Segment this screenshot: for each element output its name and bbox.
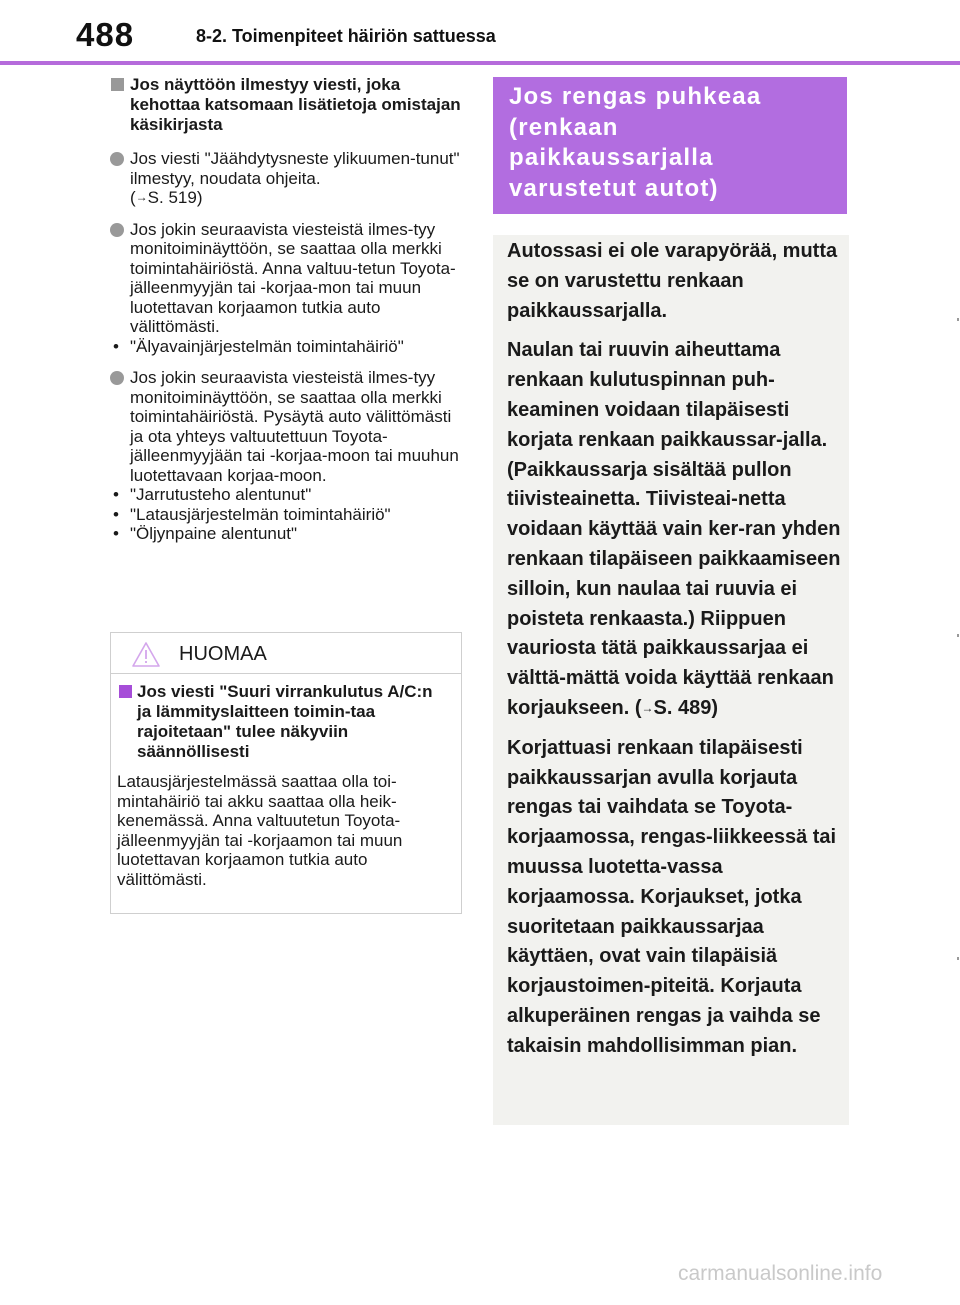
square-bullet-icon [119, 685, 132, 698]
bullet-coolant [110, 149, 466, 208]
page-number: 488 [76, 16, 135, 53]
arrow-right-icon: → [135, 190, 148, 204]
circle-bullet-icon [110, 371, 124, 385]
section-title: 8-2. Toimenpiteet häiriön sattuessa [196, 26, 496, 46]
notice-heading-text: Jos viesti "Suuri virrankulutus A/C:n ja lämmityslaitteen toimin-taa rajoitetaan" tulee näkyviin säännöllisesti [137, 682, 433, 761]
bullet-text: Jos viesti "Jäähdytysneste ylikuumen-tunut" ilmestyy, noudata ohjeita. [130, 149, 460, 188]
list-item [110, 337, 466, 357]
circle-bullet-icon [110, 223, 124, 237]
notice-header [111, 633, 461, 674]
section-title-line: paikkaussarjalla [509, 144, 714, 171]
info-paragraph: Autossasi ei ole varapyörää, mutta se on varustettu renkaan paikkaussarjalla. [507, 240, 838, 322]
list-item [110, 524, 466, 544]
circle-bullet-icon [110, 152, 124, 166]
page-reference[interactable] [642, 697, 718, 719]
dot-marker: • [113, 504, 119, 524]
bullet-inspect [110, 220, 466, 337]
warning-triangle-icon [131, 641, 161, 668]
notice-box [110, 632, 462, 914]
header-rule [0, 61, 960, 65]
arrow-right-icon: → [641, 700, 654, 715]
bullet-text: Jos jokin seuraavista viesteistä ilmes-tyy monitoiminäyttöön, se saattaa olla merkki toimintahäiriöstä. Anna valtuu-tetun Toyota-jälleenmyyjän tai -korjaa-mon tai muun luotettavan korjaamon tutkia auto välittömästi. [130, 219, 456, 336]
section-title-box [493, 77, 847, 214]
section-title-line: (renkaan [509, 113, 619, 141]
dot-marker: • [113, 336, 119, 356]
page-reference-text: S. 489) [653, 696, 718, 719]
list-item-text: "Öljynpaine alentunut" [130, 524, 298, 543]
bullet-stop [110, 368, 466, 485]
edge-mark [957, 957, 959, 960]
edge-mark [957, 318, 959, 321]
info-paragraph-text: Naulan tai ruuvin aiheuttama renkaan kulutuspinnan puh-keaminen voidaan tilapäisesti korjata renkaan paikkaussar-jalla. (Paikkaussarja sisältää pullon tiivisteainetta. Tiivisteai-netta voidaan käyttää vain ker-ran yhden renkaan tilapäiseen paikkaamiseen silloin, kun naulaa tai ruuvia ei poisteta renkaasta.) Riippuen vauriosta tätä paikkaussarjaa ei välttä-mättä voida käyttää renkaan korjaukseen. ( [507, 339, 841, 719]
list-item-text: "Jarrutusteho alentunut" [130, 485, 312, 504]
list-item-text: "Latausjärjestelmän toimintahäiriö" [130, 504, 391, 524]
notice-title: HUOMAA [179, 643, 267, 665]
notice-heading [117, 682, 449, 762]
info-paragraph: Korjattuasi renkaan tilapäisesti paikkaussarjan avulla korjauta rengas tai vaihdata se Toyota-korjaamossa, rengas-liikkeessä tai muussa luotetta-vassa korjaamossa. Korjaukset, jotka suoritetaan paikkaussarjaa käyttäen, ovat vain tilapäisiä korjaustoimen-piteitä. Korjauta alkuperäinen rengas ja vaihda se takaisin mahdollisimman pian. [507, 736, 837, 1057]
list-item-text: "Älyavainjärjestelmän toimintahäiriö" [130, 336, 404, 356]
left-column [110, 75, 466, 544]
info-box [493, 235, 849, 1125]
page-reference[interactable]: (→S. 519) [130, 188, 203, 207]
notice-body [111, 674, 461, 889]
list-item [110, 485, 466, 505]
list-item [110, 505, 466, 525]
bullet-text: Jos jokin seuraavista viesteistä ilmes-tyy monitoiminäyttöön, se saattaa olla merkki toimintahäiriöstä. Pysäytä auto välittömästi ja ota yhteys valtuutettuun Toyota-jälleenmyyjään tai -korjaa-moon tai muuhun luotettavaan korjaa-moon. [130, 368, 459, 485]
section-title-line: Jos rengas puhkeaa [509, 83, 762, 110]
page-reference-text: S. 519) [147, 188, 203, 207]
edge-mark [957, 634, 959, 637]
dot-marker: • [113, 524, 119, 543]
notice-text: Latausjärjestelmässä saattaa olla toi-mintahäiriö tai akku saattaa olla heik-kenemässä. Anna valtuutetun Toyota-jälleenmyyjän tai -korjaamon tai muun luotettavan korjaamon tutkia auto välittömästi. [117, 772, 403, 889]
section-title-line: varustetut autot) [509, 174, 719, 202]
sub-heading-text: Jos näyttöön ilmestyy viesti, joka kehottaa katsomaan lisätietoja omistajan käsikirjasta [130, 75, 461, 134]
watermark: carmanualsonline.info [678, 1262, 883, 1285]
square-bullet-icon [111, 78, 124, 91]
sub-heading [110, 75, 466, 135]
dot-marker: • [113, 485, 119, 504]
info-paragraph [507, 336, 849, 723]
